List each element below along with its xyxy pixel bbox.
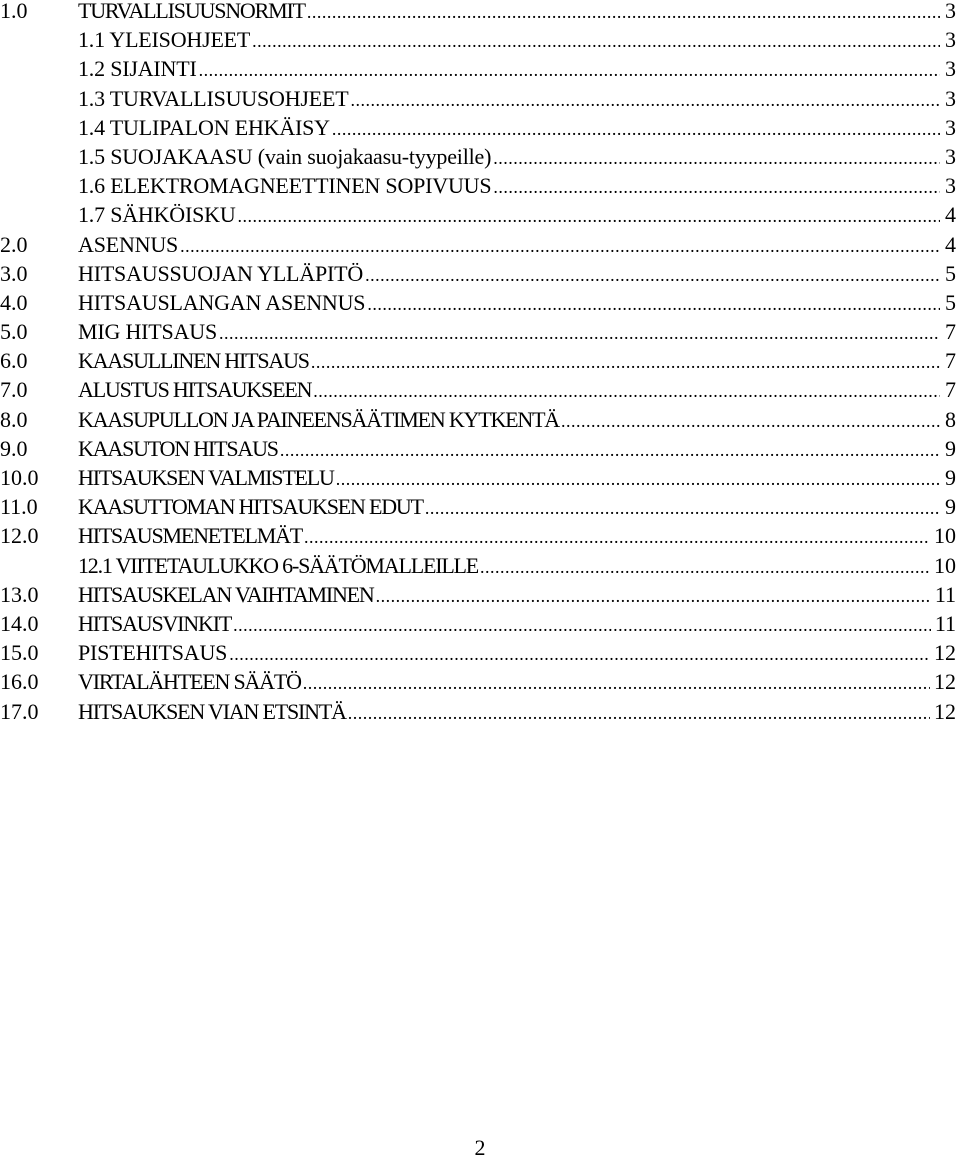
toc-entry-page: 7	[945, 348, 956, 374]
toc-entry-number: 5.0	[0, 319, 28, 345]
toc-entry-title: PISTEHITSAUS	[78, 640, 228, 666]
toc-entry-number: 9.0	[0, 435, 28, 461]
toc-dot-leader	[252, 27, 940, 56]
toc-entry-page: 10	[934, 552, 956, 578]
toc-entry-title: 1.6 ELEKTROMAGNEETTINEN SOPIVUUS	[78, 173, 492, 199]
toc-entry-number: 14.0	[0, 610, 39, 636]
toc-entry-title: KAASULLINEN HITSAUS	[78, 348, 309, 374]
toc-entry[interactable]	[0, 25, 960, 54]
toc-dot-leader	[313, 377, 940, 406]
toc-entry-line	[78, 200, 956, 231]
toc-entry-line	[78, 521, 956, 552]
toc-entry-page: 11	[934, 610, 956, 636]
toc-entry-title: KAASUTTOMAN HITSAUKSEN EDUT	[78, 494, 423, 520]
toc-entry-title: 1.5 SUOJAKAASU (vain suojakaasu-tyypeille)	[78, 143, 492, 169]
toc-entry-number: 10.0	[0, 465, 39, 490]
toc-entry-line	[78, 463, 956, 494]
toc-entry[interactable]	[0, 638, 960, 667]
toc-entry-line	[78, 171, 956, 202]
toc-entry-title: 1.1 YLEISOHJEET	[78, 27, 251, 53]
toc-entry-line	[78, 54, 956, 85]
toc-entry-page: 3	[945, 143, 956, 169]
toc-entry-number: 16.0	[0, 669, 39, 695]
toc-entry-title: KAASUTON HITSAUS	[78, 435, 278, 461]
toc-entry-number: 13.0	[0, 581, 39, 607]
toc-entry-title: TURVALLISUUSNORMIT	[78, 0, 305, 23]
toc-entry-page: 5	[945, 260, 956, 286]
toc-entry[interactable]	[0, 259, 960, 288]
toc-entry-title: HITSAUSMENETELMÄT	[78, 523, 303, 549]
toc-entry[interactable]	[0, 84, 960, 113]
toc-entry[interactable]	[0, 434, 960, 463]
toc-entry-line	[78, 317, 956, 348]
toc-entry-number: 3.0	[0, 260, 28, 286]
toc-entry-line	[78, 230, 956, 261]
page-number: 2	[474, 1135, 486, 1160]
toc-entry-page: 12	[934, 669, 956, 695]
toc-entry-line	[78, 434, 956, 465]
toc-dot-leader	[561, 407, 940, 436]
toc-entry-page: 3	[945, 85, 956, 111]
toc-entry-line	[78, 551, 956, 582]
toc-entry[interactable]	[0, 609, 960, 638]
toc-entry-number: 11.0	[0, 494, 38, 520]
toc-entry-line	[78, 259, 956, 290]
toc-entry-line	[78, 697, 956, 728]
toc-dot-leader	[376, 582, 931, 611]
toc-entry[interactable]	[0, 697, 960, 726]
toc-entry-line	[78, 346, 956, 377]
toc-entry-title: 1.4 TULIPALON EHKÄISY	[78, 114, 330, 140]
toc-entry[interactable]	[0, 113, 960, 142]
toc-dot-leader	[348, 699, 930, 728]
toc-entry-line	[78, 638, 956, 669]
toc-entry-number: 7.0	[0, 377, 28, 403]
toc-entry-number: 12.0	[0, 523, 39, 549]
toc-entry-title: MIG HITSAUS	[78, 319, 217, 345]
toc-entry[interactable]	[0, 346, 960, 375]
toc-entry-number: 15.0	[0, 640, 39, 666]
toc-dot-leader	[199, 56, 940, 85]
toc-entry[interactable]	[0, 667, 960, 696]
toc-dot-leader	[180, 232, 940, 261]
toc-entry[interactable]	[0, 492, 960, 521]
toc-dot-leader	[493, 173, 940, 202]
toc-entry-title: ASENNUS	[78, 231, 179, 257]
toc-dot-leader	[350, 86, 940, 115]
toc-entry-number: 6.0	[0, 348, 28, 374]
toc-entry[interactable]	[0, 521, 960, 550]
toc-entry-page: 12	[934, 640, 956, 666]
toc-entry-page: 9	[945, 435, 956, 461]
toc-dot-leader	[303, 669, 930, 698]
toc-dot-leader	[307, 0, 940, 27]
toc-entry-page: 10	[934, 523, 956, 549]
toc-entry-page: 11	[934, 581, 956, 607]
toc-entry-title: 1.2 SIJAINTI	[78, 56, 197, 82]
toc-dot-leader	[233, 611, 931, 640]
toc-entry[interactable]	[0, 580, 960, 609]
toc-entry-page: 5	[945, 289, 956, 315]
toc-entry-page: 3	[945, 56, 956, 82]
toc-entry-page: 4	[945, 202, 956, 228]
toc-entry-page: 4	[945, 231, 956, 257]
toc-entry[interactable]	[0, 375, 960, 404]
toc-entry-title: HITSAUSVINKIT	[78, 610, 232, 636]
toc-entry-line	[78, 0, 956, 27]
toc-entry[interactable]	[0, 405, 960, 434]
toc-entry[interactable]	[0, 463, 960, 492]
toc-entry-page: 9	[945, 465, 956, 490]
toc-entry-number: 1.0	[0, 0, 28, 23]
toc-entry-line	[78, 288, 956, 319]
toc-dot-leader	[365, 261, 940, 290]
toc-entry-line	[78, 492, 956, 523]
toc-entry-title: HITSAUKSEN VALMISTELU	[78, 465, 334, 490]
toc-dot-leader	[367, 290, 940, 319]
toc-entry-page: 3	[945, 0, 956, 23]
toc-entry-page: 3	[945, 173, 956, 199]
toc-entry-title: HITSAUSLANGAN ASENNUS	[78, 289, 366, 315]
toc-entry-title: HITSAUSKELAN VAIHTAMINEN	[78, 581, 374, 607]
toc-entry-page: 7	[945, 319, 956, 345]
toc-entry-title: HITSAUKSEN VIAN ETSINTÄ	[78, 698, 346, 724]
toc-entry[interactable]	[0, 230, 960, 259]
toc-dot-leader	[238, 202, 940, 231]
toc-entry-line	[78, 25, 956, 56]
toc-dot-leader	[229, 640, 930, 669]
toc-dot-leader	[493, 144, 940, 173]
toc-entry-title: VIRTALÄHTEEN SÄÄTÖ	[78, 669, 301, 695]
toc-entry-line	[78, 405, 956, 436]
toc-dot-leader	[480, 553, 930, 582]
toc-entry-title: HITSAUSSUOJAN YLLÄPITÖ	[78, 260, 364, 286]
toc-entry[interactable]	[0, 551, 960, 580]
toc-entry-page: 7	[945, 377, 956, 403]
toc-entry-number: 4.0	[0, 289, 28, 315]
toc-entry-line	[78, 113, 956, 144]
toc-entry-title: 1.7 SÄHKÖISKU	[78, 202, 236, 228]
toc-entry-line	[78, 142, 956, 173]
toc-dot-leader	[311, 348, 940, 377]
toc-entry-title: 12.1 VIITETAULUKKO 6-SÄÄTÖMALLEILLE	[78, 552, 479, 578]
toc-entry-title: 1.3 TURVALLISUUSOHJEET	[78, 85, 349, 111]
toc-entry[interactable]	[0, 0, 960, 25]
toc-dot-leader	[219, 319, 940, 348]
toc-entry-line	[78, 609, 956, 640]
toc-entry[interactable]	[0, 171, 960, 200]
toc-entry[interactable]	[0, 288, 960, 317]
toc-entry-page: 3	[945, 114, 956, 140]
toc-entry[interactable]	[0, 200, 960, 229]
toc-dot-leader	[425, 494, 940, 523]
toc-entry-title: ALUSTUS HITSAUKSEEN	[78, 377, 312, 403]
toc-dot-leader	[336, 465, 940, 494]
toc-entry-number: 17.0	[0, 698, 39, 724]
toc-entry[interactable]	[0, 317, 960, 346]
toc-entry-number: 8.0	[0, 406, 28, 432]
toc-dot-leader	[332, 115, 940, 144]
toc-entry-line	[78, 667, 956, 698]
toc-entry-page: 9	[945, 494, 956, 520]
toc-entry-title: KAASUPULLON JA PAINEENSÄÄTIMEN KYTKENTÄ	[78, 406, 559, 432]
toc-entry-line	[78, 375, 956, 406]
toc-entry-line	[78, 84, 956, 115]
toc-entry[interactable]	[0, 142, 960, 171]
toc-entry[interactable]	[0, 54, 960, 83]
toc-entry-page: 3	[945, 27, 956, 53]
toc-entry-number: 2.0	[0, 231, 28, 257]
toc-dot-leader	[304, 523, 930, 552]
toc-dot-leader	[280, 436, 940, 465]
toc-entry-line	[78, 580, 956, 611]
toc-entry-page: 8	[945, 406, 956, 432]
toc-entry-page: 12	[934, 698, 956, 724]
